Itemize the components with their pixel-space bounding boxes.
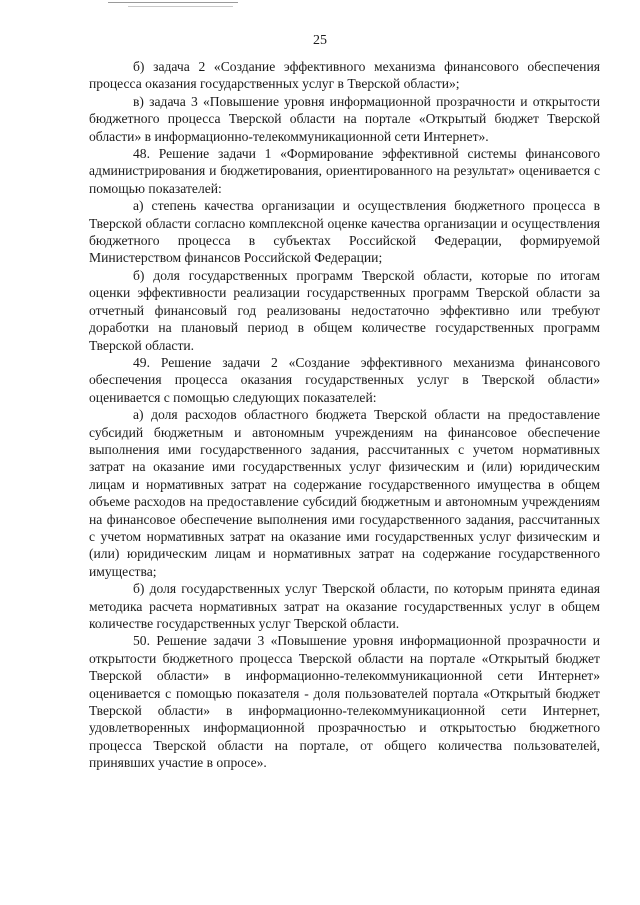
paragraph-48-b: б) доля государственных программ Тверской области, которые по итогам оценки эффективности реализации государственных программ Тверской области за отчетный финансовый год реализованы недостаточно эффективно или требуют доработки на плановый период в общем количестве государственных программ Тверской области. xyxy=(89,267,600,353)
paragraph-49-b: б) доля государственных услуг Тверской области, по которым принята единая методика расчета нормативных затрат на оказание государственных услуг в общем количестве государственных услуг Тверской области. xyxy=(89,581,600,631)
paragraph-48-a: а) степень качества организации и осуществления бюджетного процесса в Тверской области согласно комплексной оценке качества организации и осуществления бюджетного процесса в субъектах Российской Федерации, формируемой Министерством финансов Российской Федерации; xyxy=(89,198,600,266)
paragraph-48: 48. Решение задачи 1 «Формирование эффективной системы финансового администрирования и бюджетирования, ориентированного на результат» оценивается с помощью показателей: xyxy=(89,146,600,196)
paragraph-50: 50. Решение задачи 3 «Повышение уровня информационной прозрачности и открытости бюджетного процесса Тверской области на портале «Открытый бюджет Тверской области» в информационно-телекоммуникационной сети Интернет» оценивается с помощью показателя - доля пользователей портала «Открытый бюджет Тверской области» в информационно-телекоммуникационной сети Интернет, удовлетворенных информационной прозрачностью и открытостью бюджетного процесса Тверской области на портале, от общего количества пользователей, принявших участие в опросе». xyxy=(89,633,600,771)
paragraph-49: 49. Решение задачи 2 «Создание эффективного механизма финансового обеспечения процесса оказания государственных услуг в Тверской области» оценивается с помощью следующих показателей: xyxy=(89,354,600,405)
paragraph-task-2: б) задача 2 «Создание эффективного механизма финансового обеспечения процесса оказания государственных услуг в Тверской области»; xyxy=(89,59,600,92)
top-scan-rule-secondary xyxy=(128,6,233,7)
paragraph-task-3: в) задача 3 «Повышение уровня информационной прозрачности и открытости бюджетного процесса Тверской области на портале «Открытый бюджет Тверской области» в информационно-телекоммуникационной сети Интернет». xyxy=(89,93,600,144)
page-number: 25 xyxy=(313,33,327,48)
paragraph-49-a: а) доля расходов областного бюджета Тверской области на предоставление субсидий бюджетным и автономным учреждениям на финансовое обеспечение выполнения ими государственного задания, рассчитанных с учетом нормативных затрат на оказание ими государственных услуг физическим и (или) юридическим лицам и нормативных затрат на содержание государственного имущества в общем объеме расходов на предоставление субсидий бюджетным и автономным учреждениям на финансовое обеспечение выполнения ими государственного задания, рассчитанных с учетом нормативных затрат на оказание ими государственных услуг физическим и (или) юридическим лицам и нормативных затрат на содержание государственного имущества; xyxy=(89,407,600,579)
top-scan-rule xyxy=(108,2,238,3)
document-body xyxy=(89,58,600,772)
